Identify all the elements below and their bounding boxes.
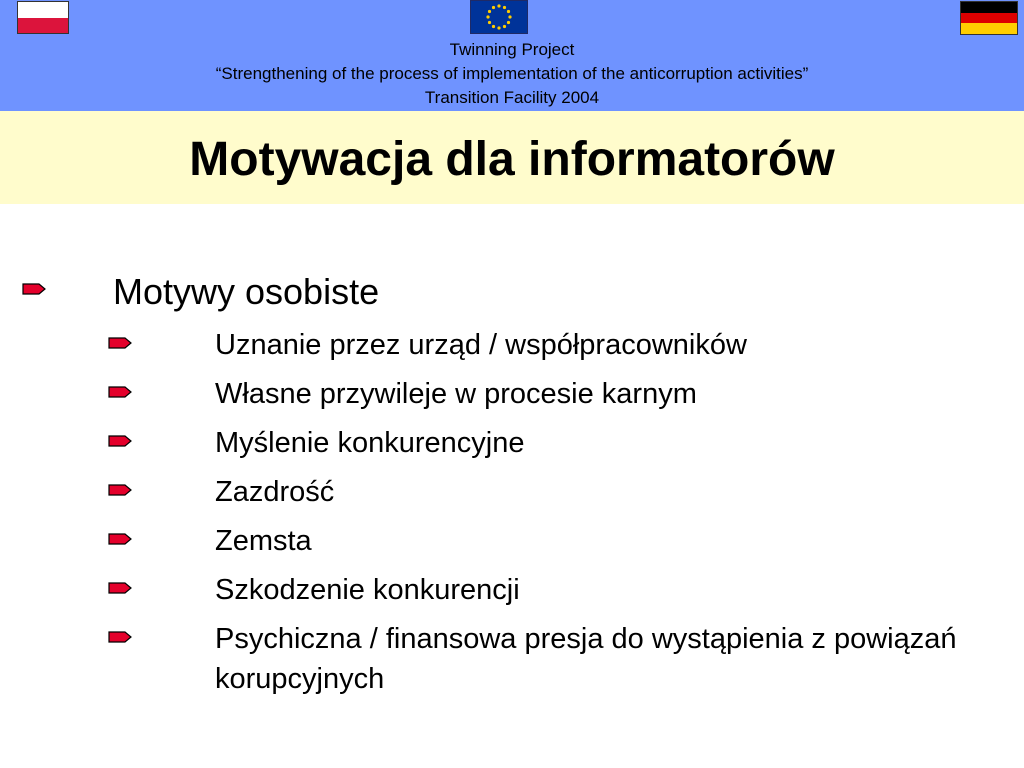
bullet-main: Motywy osobiste: [113, 271, 380, 312]
project-line-3: Transition Facility 2004: [424, 88, 600, 107]
pencil-bullet-icon: [108, 581, 132, 595]
bullet-sub-2: Własne przywileje w procesie karnym: [215, 378, 697, 410]
germany-flag: [960, 1, 1018, 35]
bullet-sub-1: Uznanie przez urząd / współpracowników: [215, 329, 747, 361]
project-line-1: Twinning Project: [449, 40, 575, 59]
bullet-sub-4: Zazdrość: [215, 476, 335, 508]
eu-flag: [470, 0, 528, 34]
poland-flag: [17, 1, 69, 34]
pencil-bullet-icon: [108, 385, 132, 399]
pencil-bullet-icon: [22, 282, 46, 296]
slide-title: Motywacja dla informatorów: [189, 133, 835, 186]
project-line-2: “Strengthening of the process of implementation of the anticorruption activities”: [215, 64, 809, 83]
pencil-bullet-icon: [108, 483, 132, 497]
pencil-bullet-icon: [108, 434, 132, 448]
bullet-sub-5: Zemsta: [215, 525, 312, 557]
bullet-sub-7: Psychiczna / finansowa presja do wystąpienia z powiązań korupcyjnych: [215, 623, 957, 695]
project-header: [0, 38, 1024, 110]
bullet-sub-6: Szkodzenie konkurencji: [215, 574, 520, 606]
pencil-bullet-icon: [108, 630, 132, 644]
pencil-bullet-icon: [108, 532, 132, 546]
pencil-bullet-icon: [108, 336, 132, 350]
bullet-sub-3: Myślenie konkurencyjne: [215, 427, 525, 459]
